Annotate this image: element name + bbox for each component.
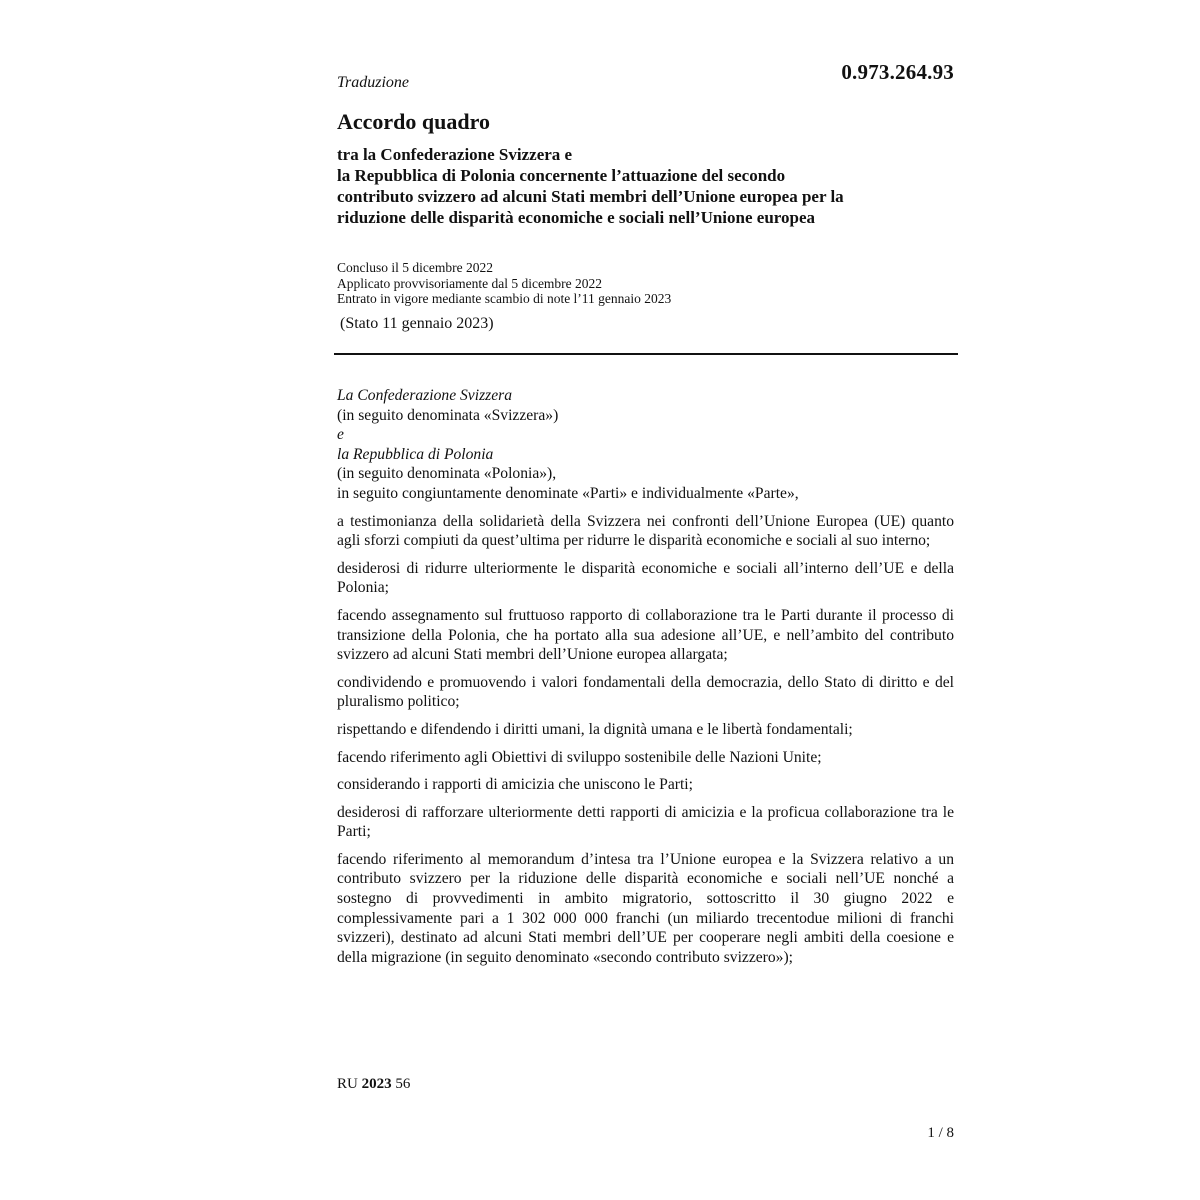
parties-block xyxy=(337,386,954,504)
sr-number: 0.973.264.93 xyxy=(841,60,954,84)
official-compilation-reference xyxy=(337,1076,410,1093)
document-title: Accordo quadro xyxy=(337,109,490,134)
ru-prefix: RU xyxy=(337,1076,358,1092)
page-number: 1 / 8 xyxy=(927,1125,954,1141)
subtitle-line: riduzione delle disparità economiche e sociali nell’Unione europea xyxy=(337,208,816,227)
subtitle-line: la Repubblica di Polonia concernente l’attuazione del secondo xyxy=(337,166,786,185)
subtitle-line: tra la Confederazione Svizzera e xyxy=(337,145,573,164)
provisional-application-date: Applicato provvisoriamente dal 5 dicembre 2022 xyxy=(337,275,603,291)
ru-year: 2023 xyxy=(361,1076,392,1092)
preamble-paragraph: desiderosi di rafforzare ulteriormente detti rapporti di amicizia e la proficua collaborazione tra le Parti; xyxy=(337,803,954,841)
ru-page: 56 xyxy=(395,1076,411,1092)
divider-line xyxy=(334,353,958,355)
preamble-paragraph: facendo riferimento agli Obiettivi di sviluppo sostenibile delle Nazioni Unite; xyxy=(337,748,822,766)
party-switzerland: La Confederazione Svizzera xyxy=(337,387,512,404)
entry-into-force-date: Entrato in vigore mediante scambio di note l’11 gennaio 2023 xyxy=(337,291,672,306)
party-poland: la Repubblica di Polonia xyxy=(337,445,494,463)
conjunction: e xyxy=(337,426,344,444)
preamble-paragraph: a testimonianza della solidarietà della Svizzera nei confronti dell’Unione Europea (UE) quanto agli sforzi compiuti da quest’ultima per ridurre le disparità economiche e sociali al suo interno; xyxy=(337,512,954,550)
party-poland-alias: (in seguito denominata «Polonia»), xyxy=(337,465,557,483)
preamble-paragraph: desiderosi di ridurre ulteriormente le disparità economiche e sociali all’interno dell’UE e della Polonia; xyxy=(337,559,954,597)
document-subtitle xyxy=(337,144,957,228)
party-switzerland-alias: (in seguito denominata «Svizzera») xyxy=(337,406,559,424)
preamble-paragraph: rispettando e difendendo i diritti umani, la dignità umana e le libertà fondamentali; xyxy=(337,720,853,738)
parties-joint-alias: in seguito congiuntamente denominate «Parti» e individualmente «Parte», xyxy=(337,484,799,502)
status-date: (Stato 11 gennaio 2023) xyxy=(340,315,494,332)
preamble-paragraph: condividendo e promuovendo i valori fondamentali della democrazia, dello Stato di diritto e del pluralismo politico; xyxy=(337,673,954,711)
preamble-paragraph: facendo assegnamento sul fruttuoso rapporto di collaborazione tra le Parti durante il processo di transizione della Polonia, che ha portato alla sua adesione all’UE, e nell’ambito del contributo svizzero ad alcuni Stati membri dell’Unione europea allargata; xyxy=(337,606,954,664)
dates-block xyxy=(337,260,671,307)
subtitle-line: contributo svizzero ad alcuni Stati membri dell’Unione europea per la xyxy=(337,187,844,206)
document-body xyxy=(337,386,954,967)
title-block xyxy=(337,108,957,228)
translation-label: Traduzione xyxy=(337,74,410,91)
preamble-paragraph: considerando i rapporti di amicizia che uniscono le Parti; xyxy=(337,776,693,794)
preamble-paragraph: facendo riferimento al memorandum d’intesa tra l’Unione europea e la Svizzera relativo a un contributo svizzero per la riduzione delle disparità economiche e sociali nell’UE nonché a sostegno di provvedimenti in ambito migratorio, sottoscritto il 30 giugno 2022 e complessivamente pari a 1 302 000 000 franchi (un miliardo trecentodue milioni di franchi svizzeri), destinato ad alcuni Stati membri dell’UE per cooperare negli ambiti della coesione e della migrazione (in seguito denominato «secondo contributo svizzero»); xyxy=(337,850,954,966)
concluded-date: Concluso il 5 dicembre 2022 xyxy=(337,260,493,275)
